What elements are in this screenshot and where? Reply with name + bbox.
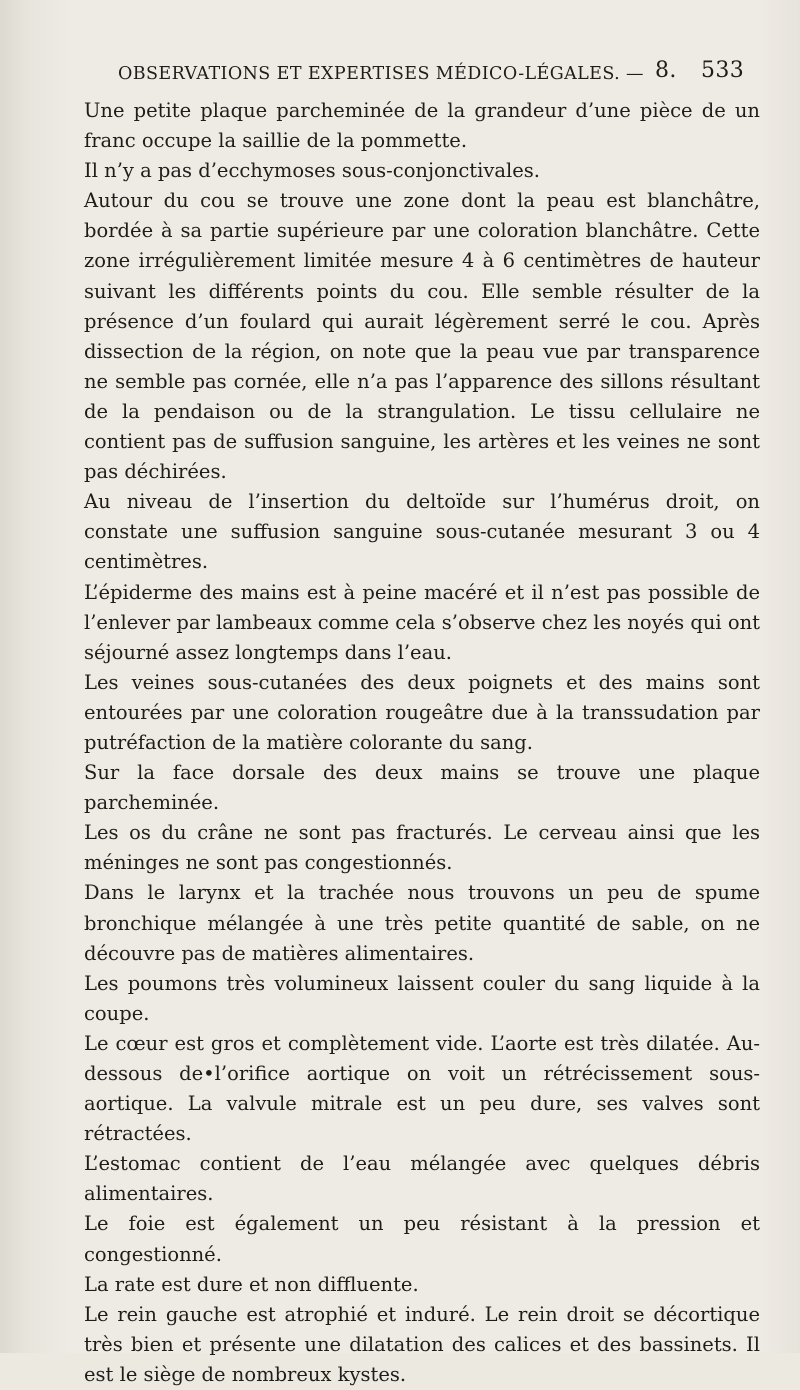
paragraph-skull: Les os du crâne ne sont pas fracturés. Le cerveau ainsi que les méninges ne sont pas congestionnés. [84, 821, 760, 875]
chapter-number: 8. [655, 58, 677, 83]
paragraph-heart: Le cœur est gros et complètement vide. L’aorte est très dilatée. Au-dessous de•l’orifice aortique on voit un rétrécissement sous-aortique. La valvule mitrale est un peu dure, ses valves sont rétractées. [84, 1031, 760, 1146]
paragraph-neck-zone: Autour du cou se trouve une zone dont la peau est blanchâtre, bordée à sa partie supérieure par une coloration blanchâtre. Cette zone irrégulièrement limitée mesure 4 à 6 centimètres de hauteur suivant les différents points du cou. Elle semble résulter de la présence d’un foulard qui aurait légèrement serré le cou. Après dissection de la région, on note que la peau vue par transparence ne semble pas cornée, elle n’a pas l’apparence des sillons résultant de la pendaison ou de la strangulation. Le tissu cellulaire ne contient pas de suffusion sanguine, les artères et les veines ne sont pas déchirées. [84, 189, 760, 484]
paragraph-hands-plaque: Sur la face dorsale des deux mains se trouve une plaque parcheminée. [84, 761, 760, 815]
paragraph-ecchymoses: Il n’y a pas d’ecchymoses sous-conjonctivales. [84, 159, 540, 183]
paragraph-larynx: Dans le larynx et la trachée nous trouvons un peu de spume bronchique mélangée à une très petite quantité de sable, on ne découvre pas de matières alimentaires. [84, 881, 760, 965]
body-text [84, 96, 760, 1390]
page-number: 533 [701, 58, 745, 83]
paragraph-hands-epidermis: L’épiderme des mains est à peine macéré et il n’est pas possible de l’enlever par lambeaux comme cela s’observe chez les noyés qui ont séjourné assez longtemps dans l’eau. [84, 580, 760, 664]
running-head-title: OBSERVATIONS ET EXPERTISES MÉDICO-LÉGALES. [118, 64, 621, 84]
paragraph-deltoid: Au niveau de l’insertion du deltoïde sur l’humérus droit, on constate une suffusion sanguine sous-cutanée mesurant 3 ou 4 centimètres. [84, 490, 760, 574]
paragraph-lungs: Les poumons très volumineux laissent couler du sang liquide à la coupe. [84, 971, 760, 1025]
running-head-separator: — [626, 64, 644, 84]
running-head [118, 56, 758, 92]
paragraph-liver: Le foie est également un peu résistant à la pression et congestionné. [84, 1212, 760, 1266]
paragraph-wrist-veins: Les veines sous-cutanées des deux poignets et des mains sont entourées par une coloration rougeâtre due à la transsudation par putréfaction de la matière colorante du sang. [84, 670, 760, 754]
paragraph-stomach: L’estomac contient de l’eau mélangée avec quelques débris alimentaires. [84, 1152, 760, 1206]
paragraph-spleen: La rate est dure et non diffluente. [84, 1272, 419, 1296]
paragraph-cheek-plaque: Une petite plaque parcheminée de la grandeur d’une pièce de un franc occupe la saillie de la pommette. [84, 99, 760, 153]
paragraph-kidneys: Le rein gauche est atrophié et induré. Le rein droit se décortique très bien et présente une dilatation des calices et des bassinets. Il est le siège de nombreux kystes. [84, 1302, 760, 1386]
